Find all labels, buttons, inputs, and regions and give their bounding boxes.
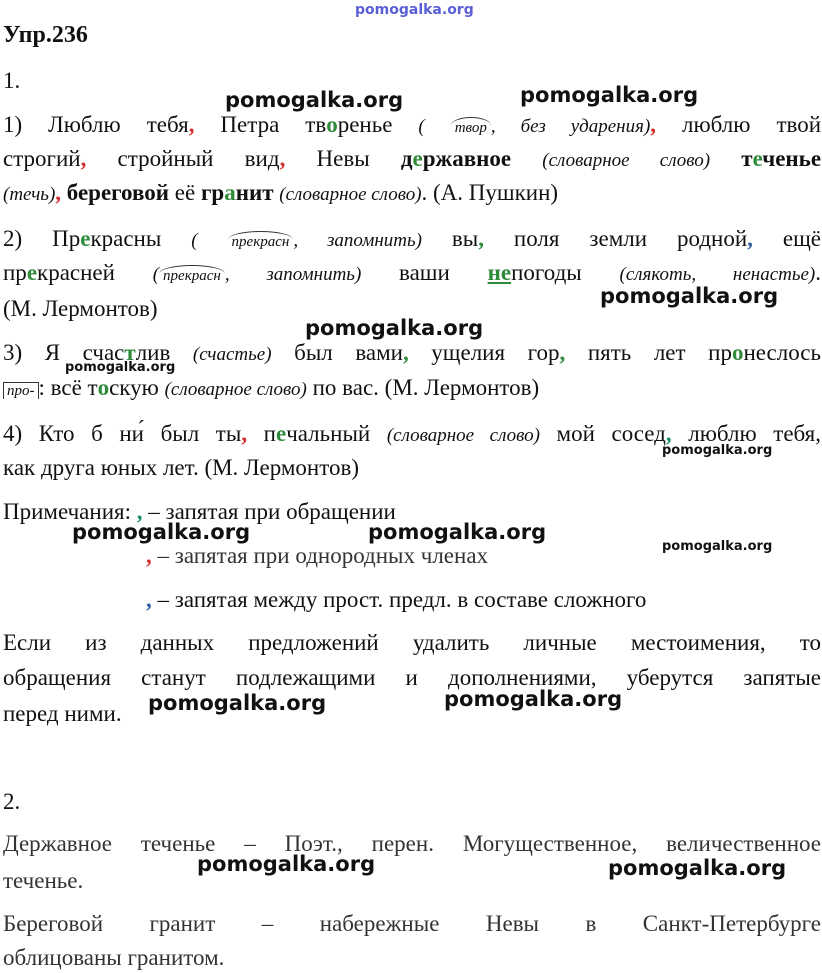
sentence-1-line-1: 1) Люблю тебя, Петра творенье ( твор , без ударения), люблю твой (3, 112, 822, 137)
paragraph-1-line-2: обращения станут подлежащими и дополнениями, уберутся запятые (3, 665, 821, 690)
prefix-mark-pro: про- (3, 382, 39, 399)
sentence-1-line-3: (течь), береговой её гранит (словарное слово). (А. Пушкин) (3, 180, 559, 205)
sentence-4-line-1: 4) Кто б ни́ был ты, печальный (словарное слово) мой сосед, люблю тебя, (3, 421, 821, 446)
watermark: pomogalka.org (225, 88, 404, 112)
watermark: pomogalka.org (600, 284, 779, 308)
root-mark-prekrasn: прекрасн (228, 231, 294, 251)
watermark: pomogalka.org (197, 852, 376, 876)
watermark: pomogalka.org (662, 443, 773, 458)
part-1-label: 1. (3, 68, 21, 93)
notes-line-3: , – запятая между прост. предл. в составе сложного (146, 587, 647, 612)
sentence-3-line-2: про- : всё тоскую (словарное слово) по вас. (М. Лермонтов) (3, 375, 539, 401)
root-mark-tvor: твор (451, 117, 491, 137)
watermark: pomogalka.org (520, 83, 699, 107)
watermark: pomogalka.org (65, 360, 176, 375)
sentence-3-line-1: 3) Я счастлив (счастье) был вами, ущелия гор, пять лет пронеслось (3, 340, 821, 365)
sentence-2-line-3: (М. Лермонтов) (3, 296, 158, 321)
watermark: pomogalka.org (305, 316, 484, 340)
notes-line-2: , – запятая при однородных членах (146, 543, 489, 568)
root-mark-prekrasn-2: прекрасн (159, 265, 225, 285)
exercise-title: Упр.236 (3, 22, 88, 48)
watermark: pomogalka.org (662, 539, 773, 554)
sentence-2-line-2: прекрасней ( прекрасн , запомнить) ваши непогоды (слякоть, ненастье). (3, 260, 822, 285)
paragraph-2-line-3: Береговой гранит – набережные Невы в Санкт-Петербурге (3, 911, 821, 936)
part-2-label: 2. (3, 789, 21, 814)
paragraph-2-line-2: теченье. (3, 868, 84, 893)
watermark: pomogalka.org (608, 856, 787, 880)
watermark: pomogalka.org (368, 520, 547, 544)
notes-line-1: Примечания: , – запятая при обращении (3, 499, 396, 524)
sentence-1-line-2: строгий, стройный вид, Невы державное (словарное слово) теченье (3, 146, 822, 171)
watermark: pomogalka.org (444, 687, 623, 711)
sentence-2-line-1: 2) Прекрасны ( прекрасн , запомнить) вы, поля земли родной, ещё (3, 226, 821, 251)
watermark: pomogalka.org (148, 691, 327, 715)
paragraph-1-line-3: перед ними. (3, 701, 122, 726)
paragraph-2-line-1: Державное теченье – Поэт., перен. Могущественное, величественное (3, 831, 821, 856)
paragraph-1-line-1: Если из данных предложений удалить личные местоимения, то (3, 630, 821, 655)
watermark-top: pomogalka.org (355, 2, 474, 18)
watermark: pomogalka.org (72, 520, 251, 544)
paragraph-2-line-4: облицованы гранитом. (3, 945, 225, 970)
sentence-4-line-2: как друга юных лет. (М. Лермонтов) (3, 455, 359, 480)
